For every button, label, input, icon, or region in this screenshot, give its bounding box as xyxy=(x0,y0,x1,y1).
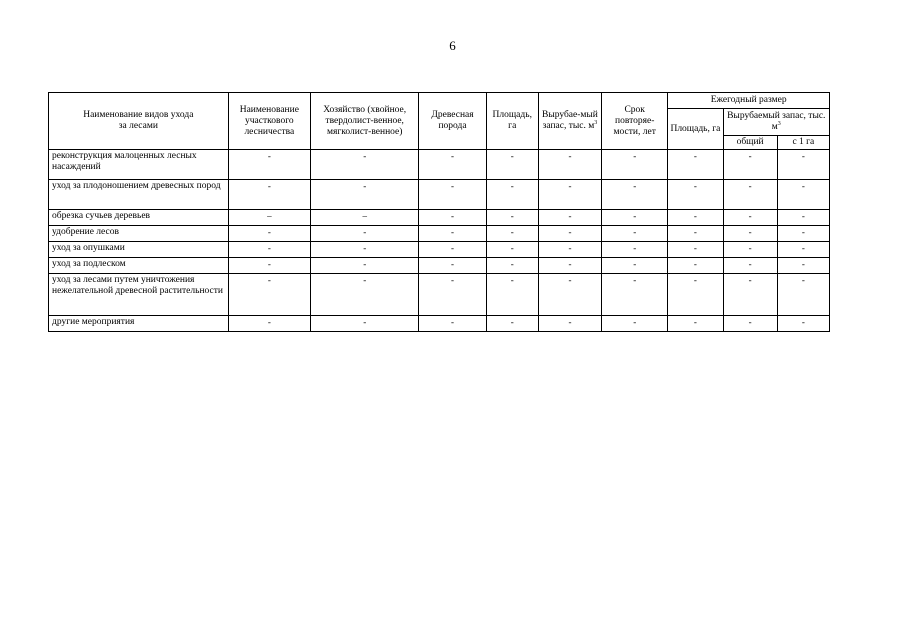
value-cell: - xyxy=(777,210,829,226)
value-cell: - xyxy=(723,316,777,332)
value-cell: - xyxy=(602,226,668,242)
activity-cell: другие мероприятия xyxy=(49,316,229,332)
value-cell: - xyxy=(310,258,418,274)
value-cell: - xyxy=(419,258,486,274)
value-cell: - xyxy=(228,274,310,316)
value-cell: - xyxy=(310,242,418,258)
value-cell: - xyxy=(602,274,668,316)
value-cell: - xyxy=(419,180,486,210)
value-cell: - xyxy=(777,150,829,180)
value-cell: - xyxy=(602,150,668,180)
value-cell: - xyxy=(602,258,668,274)
value-cell: - xyxy=(668,316,723,332)
value-cell: - xyxy=(538,180,601,210)
value-cell: - xyxy=(486,226,538,242)
value-cell: - xyxy=(777,180,829,210)
activity-cell: удобрение лесов xyxy=(49,226,229,242)
value-cell: - xyxy=(310,316,418,332)
value-cell: - xyxy=(419,242,486,258)
header-per-ha: с 1 га xyxy=(777,136,829,150)
header-species: Древесная порода xyxy=(419,93,486,150)
value-cell: - xyxy=(668,226,723,242)
value-cell: - xyxy=(668,258,723,274)
table-row xyxy=(49,226,830,242)
header-harvest xyxy=(538,93,601,150)
value-cell: - xyxy=(538,210,601,226)
forest-care-table xyxy=(48,92,830,332)
table-row xyxy=(49,210,830,226)
activity-cell: уход за подлеском xyxy=(49,258,229,274)
value-cell: - xyxy=(668,180,723,210)
table-row xyxy=(49,258,830,274)
value-cell: - xyxy=(419,316,486,332)
value-cell: - xyxy=(668,150,723,180)
value-cell: - xyxy=(777,274,829,316)
value-cell: - xyxy=(310,180,418,210)
value-cell: - xyxy=(723,242,777,258)
value-cell: - xyxy=(310,226,418,242)
value-cell: - xyxy=(538,316,601,332)
header-economy: Хозяйство (хвойное, твердолист-венное, мягколист-венное) xyxy=(310,93,418,150)
value-cell: - xyxy=(228,180,310,210)
value-cell: - xyxy=(419,274,486,316)
value-cell: - xyxy=(602,242,668,258)
activity-cell: уход за опушками xyxy=(49,242,229,258)
value-cell: - xyxy=(668,274,723,316)
table-body xyxy=(49,150,830,332)
table-row xyxy=(49,150,830,180)
value-cell: - xyxy=(538,150,601,180)
value-cell: – xyxy=(310,210,418,226)
header-annual-harvest-sup: 3 xyxy=(777,120,781,127)
value-cell: - xyxy=(228,150,310,180)
value-cell: - xyxy=(777,316,829,332)
value-cell: - xyxy=(486,242,538,258)
value-cell: - xyxy=(602,210,668,226)
header-period: Срок повторяе-мости, лет xyxy=(602,93,668,150)
header-annual-harvest xyxy=(723,109,829,136)
table-header xyxy=(49,93,830,150)
value-cell: - xyxy=(228,242,310,258)
header-area: Площадь, га xyxy=(486,93,538,150)
value-cell: - xyxy=(419,210,486,226)
page-number: 6 xyxy=(449,38,456,53)
value-cell: - xyxy=(486,316,538,332)
value-cell: - xyxy=(723,150,777,180)
header-forestry: Наименование участкового лесничества xyxy=(228,93,310,150)
value-cell: - xyxy=(486,210,538,226)
activity-cell: реконструкция малоценных лесных насаждений xyxy=(49,150,229,180)
value-cell: - xyxy=(602,180,668,210)
value-cell: - xyxy=(538,258,601,274)
value-cell: - xyxy=(419,150,486,180)
value-cell: - xyxy=(723,274,777,316)
value-cell: - xyxy=(723,226,777,242)
table-row xyxy=(49,274,830,316)
value-cell: - xyxy=(602,316,668,332)
header-annual-area: Площадь, га xyxy=(668,109,723,150)
value-cell: - xyxy=(486,258,538,274)
value-cell: - xyxy=(486,180,538,210)
table-row xyxy=(49,242,830,258)
value-cell: - xyxy=(777,242,829,258)
value-cell: - xyxy=(486,150,538,180)
value-cell: - xyxy=(723,180,777,210)
table-row xyxy=(49,180,830,210)
value-cell: - xyxy=(723,210,777,226)
header-total: общий xyxy=(723,136,777,150)
value-cell: - xyxy=(228,316,310,332)
value-cell: - xyxy=(668,210,723,226)
value-cell: - xyxy=(538,242,601,258)
header-annual: Ежегодный размер xyxy=(668,93,830,109)
value-cell: - xyxy=(777,258,829,274)
value-cell: - xyxy=(419,226,486,242)
value-cell: - xyxy=(777,226,829,242)
header-annual-harvest-text: Вырубаемый запас, тыс. м xyxy=(727,111,826,132)
header-harvest-sup: 3 xyxy=(594,119,598,126)
activity-cell: уход за лесами путем уничтожения нежелательной древесной растительности xyxy=(49,274,229,316)
header-activity: Наименование видов ухода за лесами xyxy=(49,93,229,150)
value-cell: - xyxy=(538,226,601,242)
activity-cell: уход за плодоношением древесных пород xyxy=(49,180,229,210)
value-cell: - xyxy=(310,150,418,180)
value-cell: - xyxy=(228,226,310,242)
value-cell: - xyxy=(668,242,723,258)
table-row xyxy=(49,316,830,332)
value-cell: - xyxy=(538,274,601,316)
value-cell: - xyxy=(310,274,418,316)
value-cell: – xyxy=(228,210,310,226)
value-cell: - xyxy=(486,274,538,316)
activity-cell: обрезка сучьев деревьев xyxy=(49,210,229,226)
header-harvest-text: Вырубае-мый запас, тыс. м xyxy=(542,110,598,131)
value-cell: - xyxy=(723,258,777,274)
value-cell: - xyxy=(228,258,310,274)
